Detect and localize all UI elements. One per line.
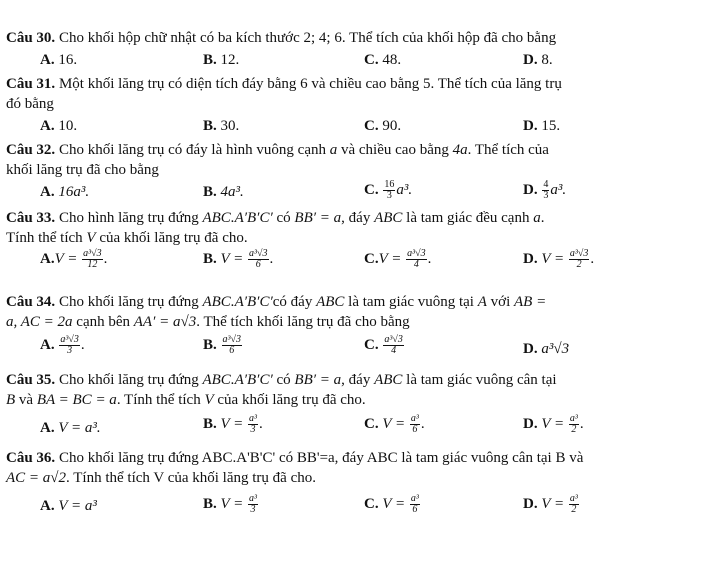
fraction: $\frac{4}{3}$	[543, 179, 549, 202]
question-34: Câu 34. Cho khối lăng trụ đứng ABC.A′B′C′có đáy ABC là tam giác vuông tại A với AB =	[6, 294, 547, 310]
question-32-line2: khối lăng trụ đã cho bằng	[6, 162, 159, 178]
fraction: $\frac{\text{a³}}{3}$	[249, 413, 258, 436]
fraction: $\frac{16}{3}$	[384, 179, 395, 202]
question-35: Câu 35. Cho khối lăng trụ đứng ABC.A′B′C′ có BB′ = a, đáy ABC là tam giác vuông cân tại	[6, 372, 557, 388]
question-34-line2: a, AC = 2a cạnh bên AA′ = a√3. Thể tích khối lăng trụ đã cho bằng	[6, 314, 410, 330]
option-c[interactable]: C.V = $\frac{\text{a³√3}}{4}$ .	[364, 248, 432, 271]
fraction: $\frac{\text{a³}}{2}$	[569, 493, 578, 516]
question-33: Câu 33. Cho hình lăng trụ đứng ABC.A′B′C′ có BB′ = a, đáy ABC là tam giác đều cạnh a.	[6, 210, 545, 226]
option-c[interactable]: C. $\frac{16}{3}$ a³.	[364, 179, 413, 202]
question-31: Câu 31. Một khối lăng trụ có diện tích đáy bằng 6 và chiều cao bằng 5. Thể tích của lăng trụ	[6, 76, 562, 92]
option-d[interactable]: D. a³√3	[523, 341, 570, 357]
option-c[interactable]: C. V = $\frac{\text{a³}}{6}$ .	[364, 413, 425, 436]
fraction: $\frac{\text{a³√3}}{6}$	[222, 334, 242, 357]
option-d[interactable]: D. V = $\frac{\text{a³}}{2}$ .	[523, 413, 584, 436]
fraction: $\frac{\text{a³√3}}{6}$	[249, 248, 268, 271]
question-33-line2: Tính thể tích V của khối lăng trụ đã cho.	[6, 230, 248, 246]
question-label: Câu 30.	[6, 30, 56, 46]
question-32: Câu 32. Cho khối lăng trụ có đáy là hình vuông cạnh a và chiều cao bằng 4a. Thể tích của	[6, 142, 549, 158]
option-c[interactable]: C. 90.	[364, 118, 402, 134]
option-c[interactable]: C. V = $\frac{\text{a³}}{6}$	[364, 493, 419, 516]
fraction: $\frac{\text{a³√3}}{4}$	[407, 248, 426, 271]
fraction: $\frac{\text{a³√3}}{2}$	[569, 248, 589, 271]
option-b[interactable]: B. 12.	[203, 52, 240, 68]
option-a[interactable]: A. $\frac{\text{a³√3}}{3}$ .	[40, 334, 85, 357]
option-b[interactable]: B. $\frac{\text{a³√3}}{6}$	[203, 334, 242, 357]
option-d[interactable]: D. V = $\frac{\text{a³}}{2}$	[523, 493, 578, 516]
option-d[interactable]: D. V = $\frac{\text{a³√3}}{2}$ .	[523, 248, 595, 271]
option-a[interactable]: A. V = a³	[40, 498, 97, 514]
option-b[interactable]: B. 4a³.	[203, 184, 244, 200]
fraction: $\frac{\text{a³√3}}{3}$	[60, 334, 79, 357]
option-b[interactable]: B. V = $\frac{\text{a³}}{3}$	[203, 493, 258, 516]
fraction: $\frac{\text{a³}}{6}$	[410, 493, 419, 516]
fraction: $\frac{\text{a³}}{2}$	[569, 413, 578, 436]
question-36-line2: AC = a√2. Tính thể tích V của khối lăng trụ đã cho.	[6, 470, 316, 486]
question-30	[6, 28, 699, 48]
option-d[interactable]: D. 15.	[523, 118, 561, 134]
option-d[interactable]: D. $\frac{4}{3}$ a³.	[523, 179, 567, 202]
fraction: $\frac{\text{a³√3}}{4}$	[384, 334, 403, 357]
option-a[interactable]: A. V = a³.	[40, 420, 101, 436]
option-a[interactable]: A. 16.	[40, 52, 78, 68]
question-31-line2: đó bằng	[6, 96, 54, 112]
fraction: $\frac{\text{a³}}{6}$	[410, 413, 419, 436]
fraction: $\frac{\text{a³√3}}{12}$	[83, 248, 102, 271]
option-c[interactable]: C. 48.	[364, 52, 402, 68]
question-text: Cho khối hộp chữ nhật có ba kích thước 2; 4; 6. Thể tích của khối hộp đã cho bằng	[58, 30, 557, 46]
option-d[interactable]: D. 8.	[523, 52, 553, 68]
option-c[interactable]: C. $\frac{\text{a³√3}}{4}$	[364, 334, 403, 357]
option-a[interactable]: A. 10.	[40, 118, 78, 134]
question-35-line2: B và BA = BC = a. Tính thể tích V của khối lăng trụ đã cho.	[6, 392, 366, 408]
option-b[interactable]: B. 30.	[203, 118, 240, 134]
option-a[interactable]: A. 16a³.	[40, 184, 90, 200]
question-36: Câu 36. Cho khối lăng trụ đứng ABC.A'B'C' có BB'=a, đáy ABC là tam giác vuông cân tại B và	[6, 450, 584, 466]
option-b[interactable]: B. V = $\frac{\text{a³}}{3}$ .	[203, 413, 263, 436]
fraction: $\frac{\text{a³}}{3}$	[249, 493, 258, 516]
option-b[interactable]: B. V = $\frac{\text{a³√3}}{6}$ .	[203, 248, 274, 271]
option-a[interactable]: A.V = $\frac{\text{a³√3}}{12}$ .	[40, 248, 108, 271]
